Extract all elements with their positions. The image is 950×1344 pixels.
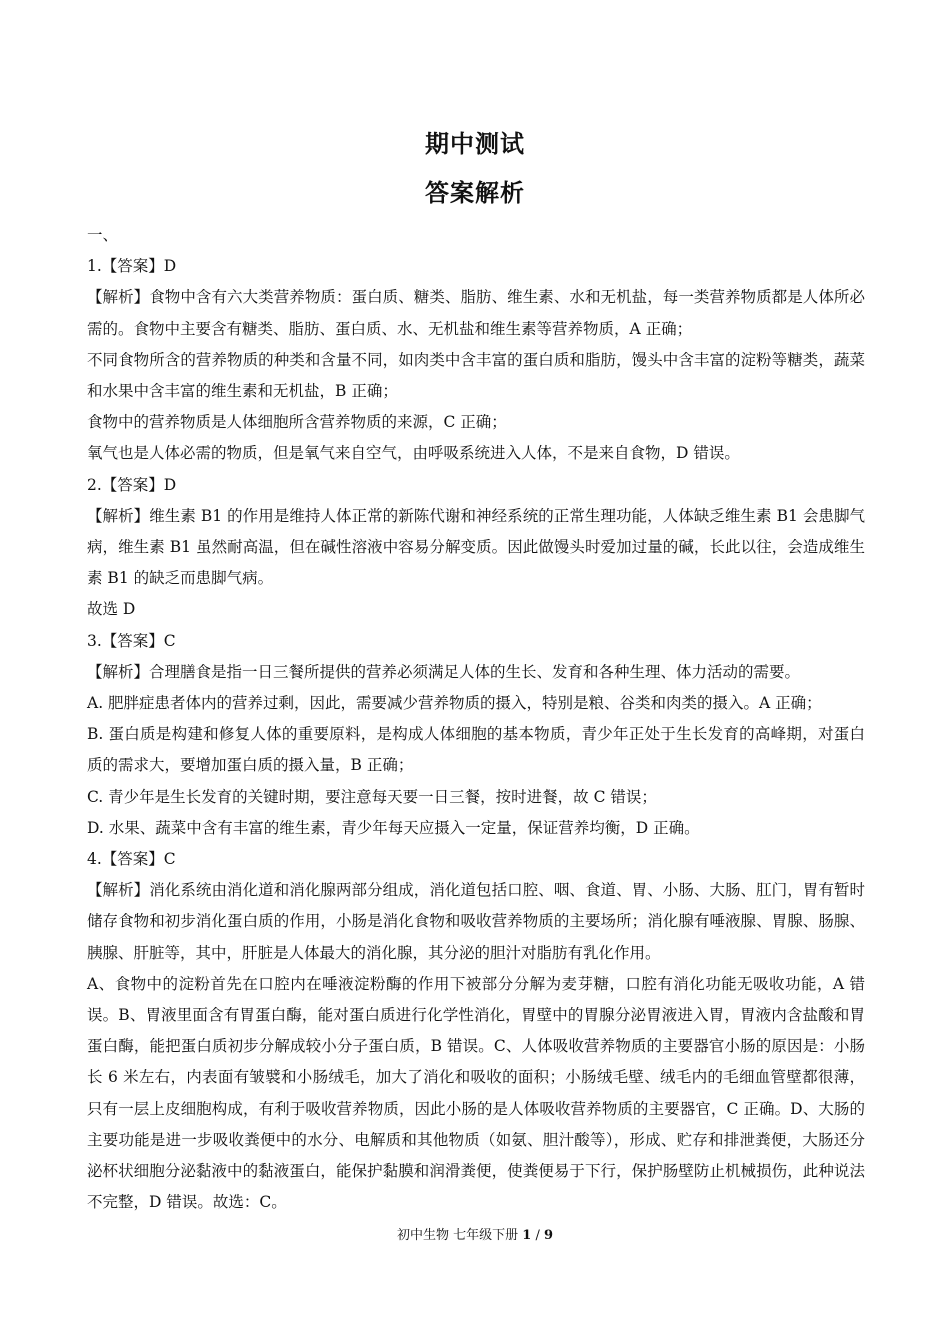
explanation-q3-c: C. 青少年是生长发育的关键时期，要注意每天要一日三餐，按时进餐，故 C 错误； bbox=[87, 787, 657, 806]
explanation-q1-b: 不同食物所含的营养物质的种类和含量不同，如肉类中含丰富的蛋白质和脂肪，馒头中含丰富的淀粉等糖类，蔬菜和水果中含丰富的维生素和无机盐，B 正确； bbox=[87, 350, 865, 401]
section-heading: 一、 bbox=[87, 226, 119, 244]
answer-q4: 4.【答案】C bbox=[87, 850, 176, 869]
page-total: 9 bbox=[543, 1228, 554, 1243]
page-separator: / bbox=[535, 1228, 540, 1243]
answer-body bbox=[87, 220, 865, 1219]
explanation-q4-options: A、食物中的淀粉首先在口腔内在唾液淀粉酶的作用下被部分分解为麦芽糖，口腔有消化功能无吸收功能，A 错误。B、胃液里面含有胃蛋白酶，能对蛋白质进行化学性消化，胃壁中的胃腺分泌胃液进入胃，胃液内含盐酸和胃蛋白酶，能把蛋白质初步分解成较小分子蛋白质，B 错误。C、人体吸收营养物质的主要器官小肠的原因是：小肠长 6 米左右，内表面有皱襞和小肠绒毛，加大了消化和吸收的面积；小肠绒毛壁、绒毛内的毛细血管壁都很薄，只有一层上皮细胞构成，有利于吸收营养物质，因此小肠的是人体吸收营养物质的主要器官，C 正确。D、大肠的主要功能是进一步吸收粪便中的水分、电解质和其他物质（如氨、胆汁酸等），形成、贮存和排泄粪便，大肠还分泌杯状细胞分泌黏液中的黏液蛋白，能保护黏膜和润滑粪便，使粪便易于下行，保护肠壁防止机械损伤，此种说法不完整，D 错误。故选：C。 bbox=[87, 974, 865, 1212]
explanation-q4: 【解析】消化系统由消化道和消化腺两部分组成，消化道包括口腔、咽、食道、胃、小肠、大肠、肛门，胃有暂时储存食物和初步消化蛋白质的作用，小肠是消化食物和吸收营养物质的主要场所；消化腺有唾液腺、胃腺、肠腺、胰腺、肝脏等，其中，肝脏是人体最大的消化腺，其分泌的胆汁对脂肪有乳化作用。 bbox=[87, 881, 865, 962]
answer-q3: 3.【答案】C bbox=[87, 631, 176, 650]
explanation-q3-a: A. 肥胖症患者体内的营养过剩，因此，需要减少营养物质的摄入，特别是粮、谷类和肉类的摄入。A 正确； bbox=[87, 694, 822, 713]
explanation-q1-c: 食物中的营养物质是人体细胞所含营养物质的来源，C 正确； bbox=[87, 413, 507, 432]
page-title: 期中测试 bbox=[425, 130, 525, 158]
explanation-q2: 【解析】维生素 B1 的作用是维持人体正常的新陈代谢和神经系统的正常生理功能，人体缺乏维生素 B1 会患脚气病，维生素 B1 虽然耐高温，但在碱性溶液中容易分解变质。因此做馒头时爱加过量的碱，长此以往，会造成维生素 B1 的缺乏而患脚气病。 bbox=[87, 506, 865, 588]
conclusion-q2: 故选 D bbox=[87, 600, 136, 619]
explanation-q3-d: D. 水果、蔬菜中含有丰富的维生素，青少年每天应摄入一定量，保证营养均衡，D 正确。 bbox=[87, 818, 700, 837]
explanation-q3-b: B. 蛋白质是构建和修复人体的重要原料，是构成人体细胞的基本物质，青少年正处于生长发育的高峰期，对蛋白质的需求大，要增加蛋白质的摄入量，B 正确； bbox=[87, 725, 865, 775]
page-subtitle: 答案解析 bbox=[425, 179, 525, 207]
page-number: 1 bbox=[522, 1228, 532, 1243]
explanation-q3: 【解析】合理膳食是指一日三餐所提供的营养必须满足人体的生长、发育和各种生理、体力活动的需要。 bbox=[87, 662, 801, 681]
answer-q1: 1.【答案】D bbox=[87, 257, 177, 276]
answer-q2: 2.【答案】D bbox=[87, 475, 177, 494]
footer-label: 初中生物 七年级下册 bbox=[396, 1228, 519, 1243]
page-footer bbox=[0, 1227, 950, 1245]
explanation-q1: 【解析】食物中含有六大类营养物质：蛋白质、糖类、脂肪、维生素、水和无机盐，每一类营养物质都是人体所必需的。食物中主要含有糖类、脂肪、蛋白质、水、无机盐和维生素等营养物质，A 正确； bbox=[87, 288, 865, 338]
explanation-q1-d: 氧气也是人体必需的物质，但是氧气来自空气，由呼吸系统进入人体，不是来自食物，D 错误。 bbox=[87, 444, 740, 463]
